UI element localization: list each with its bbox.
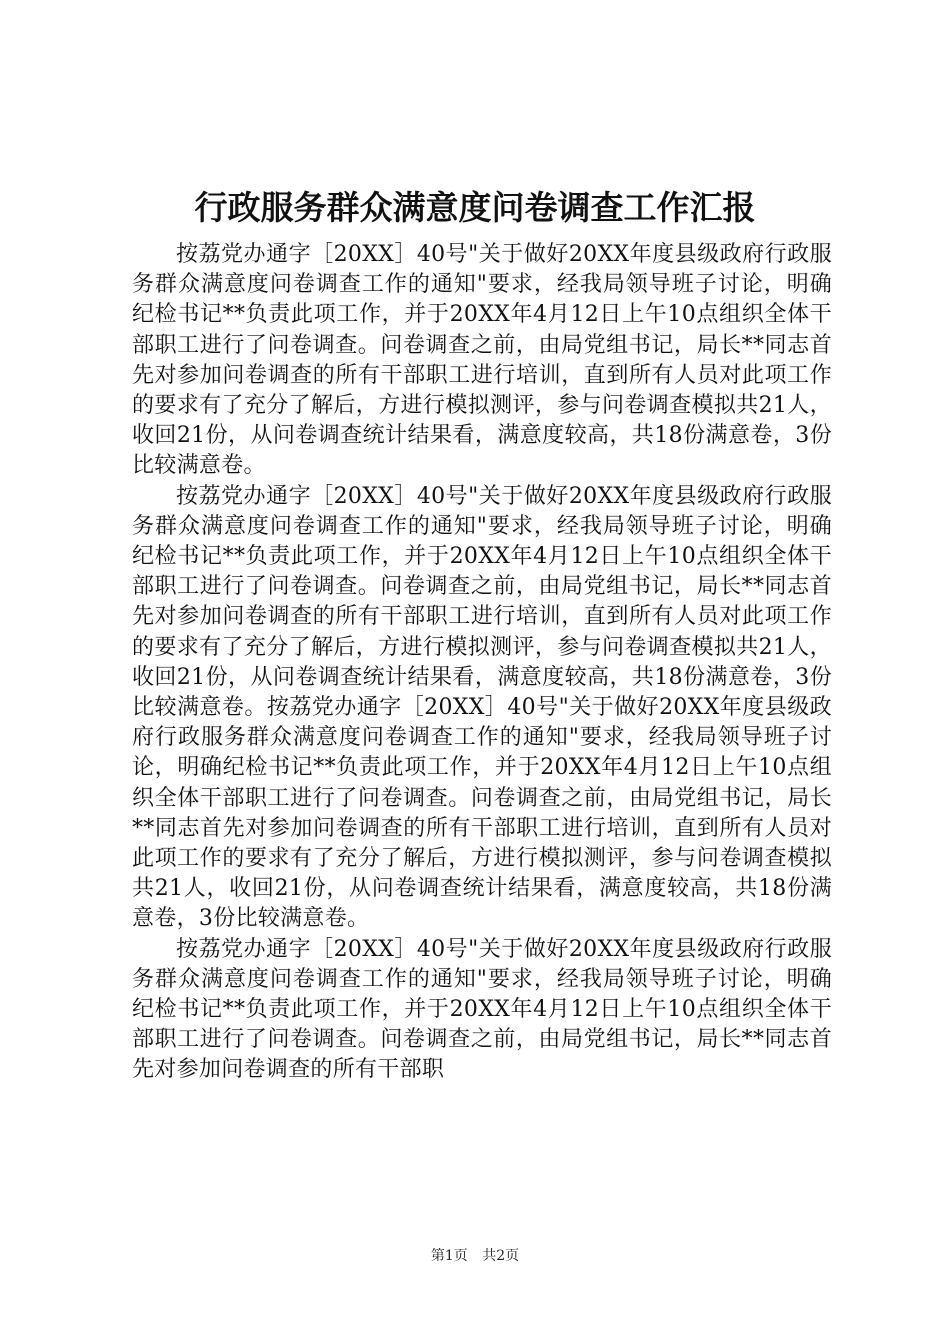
page-total: 共2页	[482, 1248, 520, 1264]
paragraph-1: 按荔党办通字［20XX］40号"关于做好20XX年度县级政府行政服务群众满意度问卷调查工作的通知"要求，经我局领导班子讨论，明确纪检书记**负责此项工作，并于20XX年4月12日上午10点组织全体干部职工进行了问卷调查。问卷调查之前，由局党组书记，局长**同志首先对参加问卷调查的所有干部职工进行培训，直到所有人员对此项工作的要求有了充分了解后，方进行模拟测评，参与问卷调查模拟共21人，收回21份，从问卷调查统计结果看，满意度较高，共18份满意卷，3份比较满意卷。	[132, 242, 832, 479]
page-footer	[0, 1246, 950, 1266]
paragraph-2: 按荔党办通字［20XX］40号"关于做好20XX年度县级政府行政服务群众满意度问卷调查工作的通知"要求，经我局领导班子讨论，明确纪检书记**负责此项工作，并于20XX年4月12日上午10点组织全体干部职工进行了问卷调查。问卷调查之前，由局党组书记，局长**同志首先对参加问卷调查的所有干部职工进行培训，直到所有人员对此项工作的要求有了充分了解后，方进行模拟测评，参与问卷调查模拟共21人，收回21份，从问卷调查统计结果看，满意度较高，共18份满意卷，3份比较满意卷。按荔党办通字［20XX］40号"关于做好20XX年度县级政府行政服务群众满意度问卷调查工作的通知"要求，经我局领导班子讨论，明确纪检书记**负责此项工作，并于20XX年4月12日上午10点组织全体干部职工进行了问卷调查。问卷调查之前，由局党组书记，局长**同志首先对参加问卷调查的所有干部职工进行培训，直到所有人员对此项工作的要求有了充分了解后，方进行模拟测评，参与问卷调查模拟共21人，收回21份，从问卷调查统计结果看，满意度较高，共18份满意卷，3份比较满意卷。	[132, 483, 832, 932]
page-number: 第1页	[430, 1248, 468, 1264]
document-title: 行政服务群众满意度问卷调查工作汇报	[194, 188, 756, 227]
document-body	[132, 240, 832, 1086]
paragraph-3: 按荔党办通字［20XX］40号"关于做好20XX年度县级政府行政服务群众满意度问卷调查工作的通知"要求，经我局领导班子讨论，明确纪检书记**负责此项工作，并于20XX年4月12日上午10点组织全体干部职工进行了问卷调查。问卷调查之前，由局党组书记，局长**同志首先对参加问卷调查的所有干部职	[132, 936, 832, 1083]
